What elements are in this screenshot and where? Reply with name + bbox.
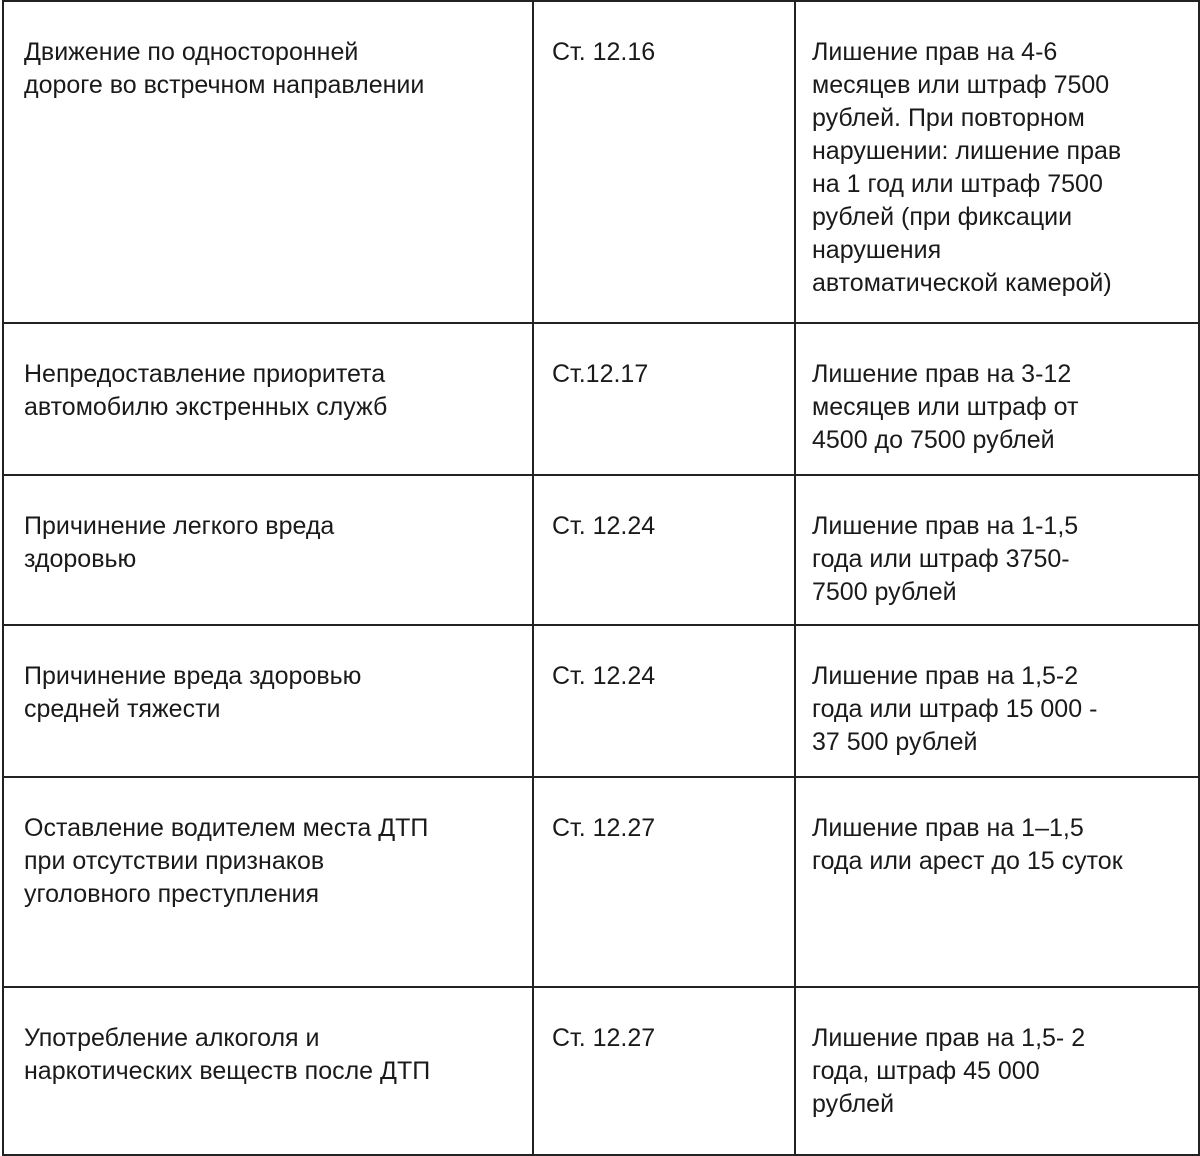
penalty-cell: Лишение прав на 1,5- 2 года, штраф 45 000 рублей [795, 987, 1199, 1155]
article-cell: Ст. 12.27 [533, 777, 795, 987]
violations-table [2, 0, 1200, 1156]
penalty-cell: Лишение прав на 1-1,5 года или штраф 3750- 7500 рублей [795, 475, 1199, 625]
article-cell: Ст. 12.24 [533, 475, 795, 625]
violation-cell: Движение по односторонней дороге во встречном направлении [3, 1, 533, 323]
article-cell: Ст. 12.24 [533, 625, 795, 777]
penalty-cell: Лишение прав на 1–1,5 года или арест до 15 суток [795, 777, 1199, 987]
table-row [3, 323, 1199, 475]
violation-cell: Причинение легкого вреда здоровью [3, 475, 533, 625]
table-row [3, 777, 1199, 987]
article-cell: Ст. 12.27 [533, 987, 795, 1155]
violation-cell: Оставление водителем места ДТП при отсутствии признаков уголовного преступления [3, 777, 533, 987]
penalty-cell: Лишение прав на 4-6 месяцев или штраф 7500 рублей. При повторном нарушении: лишение прав на 1 год или штраф 7500 рублей (при фиксации нарушения автоматической камерой) [795, 1, 1199, 323]
violation-cell: Непредоставление приоритета автомобилю экстренных служб [3, 323, 533, 475]
penalty-cell: Лишение прав на 1,5-2 года или штраф 15 000 - 37 500 рублей [795, 625, 1199, 777]
violation-cell: Причинение вреда здоровью средней тяжести [3, 625, 533, 777]
violation-cell: Употребление алкоголя и наркотических веществ после ДТП [3, 987, 533, 1155]
table-row [3, 625, 1199, 777]
penalty-cell: Лишение прав на 3-12 месяцев или штраф от 4500 до 7500 рублей [795, 323, 1199, 475]
table-row [3, 1, 1199, 323]
table-row [3, 475, 1199, 625]
table-row [3, 987, 1199, 1155]
article-cell: Ст.12.17 [533, 323, 795, 475]
article-cell: Ст. 12.16 [533, 1, 795, 323]
